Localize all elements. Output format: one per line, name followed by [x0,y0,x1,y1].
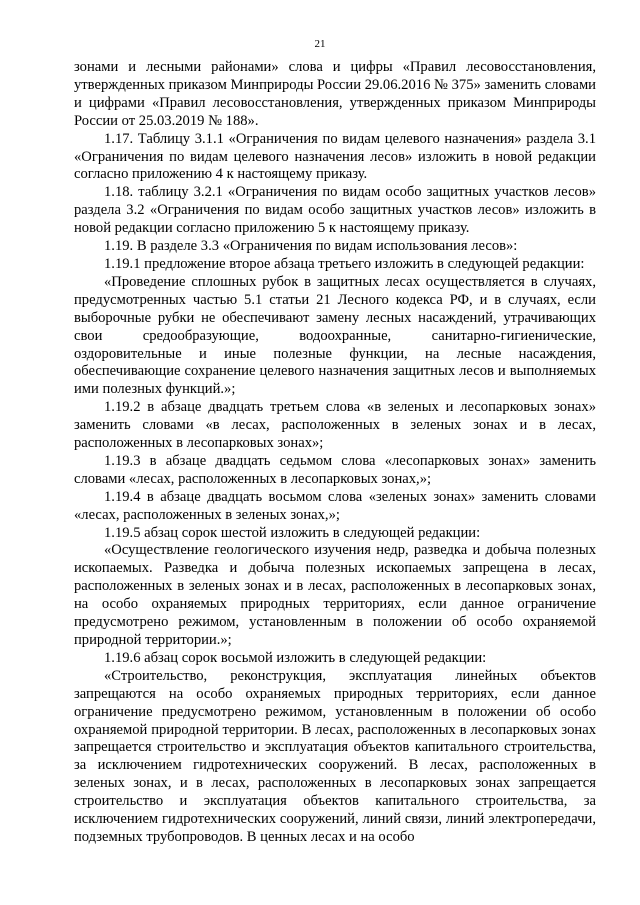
quoted-paragraph: «Проведение сплошных рубок в защитных лесах осуществляется в случаях, предусмотренных частью 5.1 статьи 21 Лесного кодекса РФ, и в случаях, если выборочные рубки не обеспечивают замену лесных насаждений, утрачивающих свои средообразующие, водоохранные, санитарно-гигиенические, оздоровительные и иные полезные функции, на лесные насаждения, обеспечивающие сохранение целевого назначения защитных лесов и выполняемых ими полезных функций.»; [74,273,596,398]
paragraph: зонами и лесными районами» слова и цифры «Правил лесовосстановления, утвержденных приказом Минприроды России 29.06.2016 № 375» заменить словами и цифрами «Правил лесовосстановления, утвержденных приказом Минприроды России от 25.03.2019 № 188». [74,59,596,129]
paragraph: 1.19.5 абзац сорок шестой изложить в следующей редакции: [104,524,481,541]
paragraph: 1.19.1 предложение второе абзаца третьего изложить в следующей редакции: [104,255,585,272]
document-body [74,59,596,847]
paragraph: 1.19. В разделе 3.3 «Ограничения по видам использования лесов»: [104,238,518,255]
quoted-paragraph: «Строительство, реконструкция, эксплуатация линейных объектов запрещаются на особо охраняемых природных территориях, если данное ограничение предусмотрено режимом, установленным в положении об особо охраняемой природной территории. В лесах, расположенных в лесопарковых зонах запрещается строительство и эксплуатация объектов капитального строительства, за исключением гидротехнических сооружений. В лесах, расположенных в зеленых зонах, и в лесах, расположенных в лесопарковых зонах запрещается строительство и эксплуатация объектов капитального строительства, за исключением гидротехнических сооружений, линий связи, линий электропередачи, подземных трубопроводов. В ценных лесах и на особо [74,667,596,845]
paragraph: 1.18. таблицу 3.2.1 «Ограничения по видам особо защитных участков лесов» раздела 3.2 «Ограничения по видам особо защитных участков лесов» изложить в новой редакции согласно приложению 5 к настоящему приказу. [74,184,596,237]
paragraph: 1.19.3 в абзаце двадцать седьмом слова «лесопарковых зонах» заменить словами «лесах, расположенных в лесопарковых зонах,»; [74,452,596,487]
paragraph: 1.19.6 абзац сорок восьмой изложить в следующей редакции: [104,649,487,666]
paragraph: 1.19.4 в абзаце двадцать восьмом слова «зеленых зонах» заменить словами «лесах, расположенных в зеленых зонах,»; [74,488,596,523]
quoted-paragraph: «Осуществление геологического изучения недр, разведка и добыча полезных ископаемых. Разведка и добыча полезных ископаемых запрещена в лесах, расположенных в зеленых зонах и в лесах, расположенных в лесопарковых зонах, на особо охраняемых природных территориях, если данное ограничение предусмотрено режимом, установленным в положении об особо охраняемой природной территории.»; [74,542,596,648]
page-number: 21 [314,38,326,50]
paragraph: 1.17. Таблицу 3.1.1 «Ограничения по видам целевого назначения» раздела 3.1 «Ограничения по видам целевого назначения лесов» изложить в новой редакции согласно приложению 4 к настоящему приказу. [74,130,596,183]
paragraph: 1.19.2 в абзаце двадцать третьем слова «в зеленых и лесопарковых зонах» заменить словами «в лесах, расположенных в зеленых зонах и в лесах, расположенных в лесопарковых зонах»; [74,399,596,452]
